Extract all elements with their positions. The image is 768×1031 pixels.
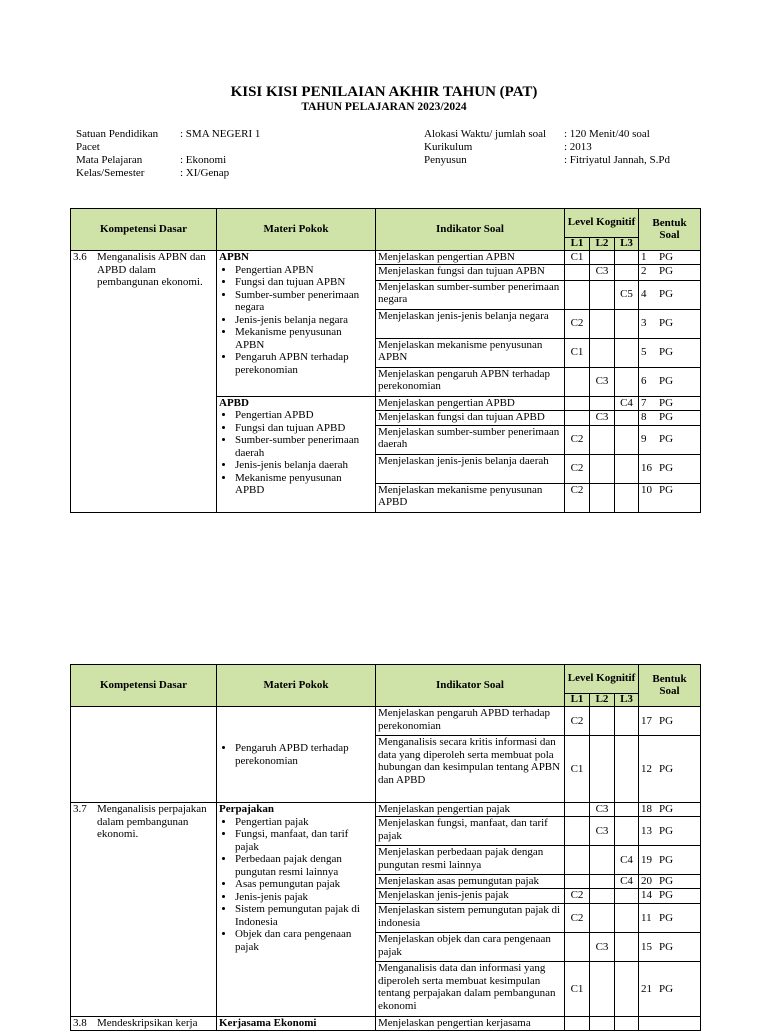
level-l2 (590, 736, 615, 803)
level-l2 (590, 904, 615, 933)
materi-cell (217, 707, 376, 803)
level-l3 (615, 736, 639, 803)
materi-item: • Fungsi dan tujuan APBN (235, 276, 373, 289)
soal-type: PG (659, 483, 674, 496)
indikator-cell: Menjelaskan mekanisme penyusunan APBD (376, 483, 565, 512)
indikator-cell: Menganalisis data dan informasi yang diperoleh serta membuat kesimpulan tentang perpajakan dalam pembangunan ekonomi (376, 962, 565, 1017)
level-l1 (565, 846, 590, 875)
indikator-cell: Menjelaskan pengertian APBN (376, 251, 565, 265)
header-l1: L1 (565, 238, 590, 251)
bentuk-cell (639, 933, 701, 962)
level-l2 (590, 280, 615, 309)
meta-value: : 2013 (564, 141, 592, 153)
indikator-cell: Menjelaskan sumber-sumber penerimaan daerah (376, 425, 565, 454)
meta-key: Satuan Pendidikan (76, 128, 159, 140)
bentuk-cell (639, 483, 701, 512)
meta-key: Pacet (76, 141, 100, 153)
indikator-cell: Menjelaskan perbedaan pajak dengan pungutan resmi lainnya (376, 846, 565, 875)
kd-number: 3.7 (73, 803, 87, 815)
soal-number: 4 (641, 288, 647, 301)
level-l1: C1 (565, 962, 590, 1017)
meta-value: : SMA NEGERI 1 (180, 128, 261, 140)
soal-type: PG (659, 940, 674, 953)
level-l1 (565, 875, 590, 889)
materi-item: • Sumber-sumber penerimaan negara (235, 289, 373, 314)
level-l1: C2 (565, 707, 590, 736)
level-l3 (615, 410, 639, 425)
header-kompetensi-dasar: Kompetensi Dasar (71, 665, 217, 707)
level-l1 (565, 367, 590, 396)
bentuk-cell (639, 889, 701, 904)
meta-value: : Fitriyatul Jannah, S.Pd (564, 154, 671, 166)
bentuk-cell (639, 367, 701, 396)
indikator-cell: Menjelaskan fungsi dan tujuan APBD (376, 410, 565, 425)
bentuk-cell (639, 251, 701, 265)
level-l3 (615, 803, 639, 817)
bentuk-cell (639, 962, 701, 1017)
materi-item: • Pengertian pajak (235, 816, 373, 829)
materi-item: • Sumber-sumber penerimaan daerah (235, 434, 373, 459)
indikator-cell: Menjelaskan jenis-jenis pajak (376, 889, 565, 904)
level-l3 (615, 425, 639, 454)
meta-key: Kurikulum (424, 141, 473, 153)
level-l3 (615, 367, 639, 396)
soal-type: PG (659, 889, 674, 901)
meta-value: : Ekonomi (180, 154, 227, 166)
soal-number: 20 (641, 875, 653, 887)
indikator-cell: Menjelaskan pengertian APBD (376, 396, 565, 410)
level-l2 (590, 396, 615, 410)
bentuk-cell (639, 410, 701, 425)
soal-number: 10 (641, 483, 653, 496)
level-l2 (590, 707, 615, 736)
materi-item: • Jenis-jenis belanja negara (235, 314, 373, 327)
materi-item: • Asas pemungutan pajak (235, 878, 373, 891)
level-l1: C2 (565, 483, 590, 512)
bentuk-cell (639, 338, 701, 367)
kd-text: Mendeskripsikan kerja (97, 1017, 198, 1029)
soal-number: 12 (641, 762, 653, 775)
level-l2 (590, 962, 615, 1017)
meta-value: : 120 Menit/40 soal (564, 128, 650, 140)
level-l1: C2 (565, 309, 590, 338)
materi-list (219, 816, 373, 954)
materi-item: • Fungsi, manfaat, dan tarif pajak (235, 828, 373, 853)
level-l3 (615, 904, 639, 933)
level-l2 (590, 875, 615, 889)
header-l3: L3 (615, 238, 639, 251)
level-l3 (615, 251, 639, 265)
kd-number: 3.8 (73, 1017, 87, 1029)
level-l3 (615, 817, 639, 846)
indikator-cell: Menjelaskan pengaruh APBN terhadap perekonomian (376, 367, 565, 396)
header-l2: L2 (590, 238, 615, 251)
indikator-cell: Menjelaskan sistem pemungutan pajak di indonesia (376, 904, 565, 933)
level-l2: C3 (590, 933, 615, 962)
level-l2 (590, 338, 615, 367)
header-level-kognitif: Level Kognitif (565, 209, 639, 238)
level-l1 (565, 264, 590, 280)
level-l1 (565, 803, 590, 817)
soal-number: 14 (641, 889, 653, 901)
indikator-cell: Menjelaskan pengertian pajak (376, 803, 565, 817)
indikator-cell: Menjelaskan fungsi, manfaat, dan tarif pajak (376, 817, 565, 846)
header-level-kognitif: Level Kognitif (565, 665, 639, 694)
soal-type: PG (659, 762, 674, 775)
header-materi-pokok: Materi Pokok (217, 209, 376, 251)
bentuk-cell (639, 875, 701, 889)
materi-item: • Jenis-jenis pajak (235, 891, 373, 904)
indikator-cell: Menjelaskan objek dan cara pengenaan pajak (376, 933, 565, 962)
bentuk-cell (639, 280, 701, 309)
indikator-cell: Menjelaskan pengertian kerjasama (376, 1017, 565, 1031)
meta-key: Penyusun (424, 154, 467, 166)
materi-item: • Pengaruh APBN terhadap perekonomian (235, 351, 373, 376)
materi-item: • Jenis-jenis belanja daerah (235, 459, 373, 472)
soal-number: 8 (641, 410, 647, 423)
level-l1: C2 (565, 425, 590, 454)
level-l2 (590, 846, 615, 875)
materi-cell (217, 396, 376, 512)
indikator-cell: Menjelaskan fungsi dan tujuan APBN (376, 264, 565, 280)
meta-key: Kelas/Semester (76, 167, 145, 179)
materi-heading: Perpajakan (219, 803, 274, 815)
materi-cell (217, 251, 376, 397)
kisi-table-2 (70, 664, 701, 1031)
level-l2: C3 (590, 410, 615, 425)
level-l2 (590, 309, 615, 338)
bentuk-cell (639, 309, 701, 338)
soal-type: PG (659, 375, 674, 388)
soal-type: PG (659, 714, 674, 727)
bentuk-cell (639, 264, 701, 280)
soal-number: 9 (641, 433, 647, 446)
document-title: KISI KISI PENILAIAN AKHIR TAHUN (PAT) (230, 84, 538, 100)
indikator-cell: Menjelaskan sumber-sumber penerimaan negara (376, 280, 565, 309)
soal-type: PG (659, 853, 674, 866)
level-l1: C2 (565, 889, 590, 904)
soal-number: 11 (641, 911, 652, 924)
bentuk-cell (639, 396, 701, 410)
soal-number: 13 (641, 824, 653, 837)
materi-list (219, 409, 373, 497)
materi-item: • Mekanisme penyusunan APBD (235, 472, 373, 497)
document-subtitle: TAHUN PELAJARAN 2023/2024 (301, 101, 467, 113)
level-l1 (565, 396, 590, 410)
header-indikator-soal: Indikator Soal (376, 665, 565, 707)
meta-value: : XI/Genap (180, 167, 230, 179)
soal-type: PG (659, 433, 674, 446)
header-l3: L3 (615, 694, 639, 707)
soal-number: 2 (641, 264, 647, 277)
level-l2 (590, 889, 615, 904)
materi-item: • Mekanisme penyusunan APBN (235, 326, 373, 351)
materi-heading: Kerjasama Ekonomi (219, 1017, 317, 1029)
materi-item: • Objek dan cara pengenaan pajak (235, 928, 373, 953)
bentuk-cell (639, 425, 701, 454)
soal-type: PG (659, 264, 674, 277)
kd-cell (71, 707, 217, 803)
level-l1 (565, 817, 590, 846)
soal-number: 15 (641, 940, 653, 953)
indikator-cell: Menjelaskan jenis-jenis belanja daerah (376, 454, 565, 483)
level-l3 (615, 309, 639, 338)
soal-type: PG (659, 251, 674, 263)
soal-type: PG (659, 875, 674, 887)
level-l1 (565, 933, 590, 962)
meta-left (76, 128, 260, 180)
level-l2 (590, 425, 615, 454)
kd-cell (71, 803, 217, 1017)
soal-number: 3 (641, 317, 647, 330)
level-l2 (590, 483, 615, 512)
bentuk-cell (639, 454, 701, 483)
level-l3 (615, 454, 639, 483)
materi-item: • Perbedaan pajak dengan pungutan resmi lainnya (235, 853, 373, 878)
materi-item: • Sistem pemungutan pajak di Indonesia (235, 903, 373, 928)
soal-number: 6 (641, 375, 647, 388)
header-kompetensi-dasar: Kompetensi Dasar (71, 209, 217, 251)
level-l3 (615, 962, 639, 1017)
level-l2: C3 (590, 367, 615, 396)
materi-cell (217, 803, 376, 1017)
level-l1: C1 (565, 736, 590, 803)
soal-number: 5 (641, 346, 647, 359)
level-l1: C1 (565, 338, 590, 367)
materi-heading: APBN (219, 251, 249, 263)
soal-number: 18 (641, 803, 653, 815)
soal-number: 19 (641, 853, 653, 866)
bentuk-cell (639, 707, 701, 736)
materi-item: • Pengaruh APBD terhadap perekonomian (235, 742, 373, 767)
soal-type: PG (659, 396, 674, 409)
level-l3: C4 (615, 875, 639, 889)
level-l3 (615, 889, 639, 904)
materi-heading: APBD (219, 396, 249, 409)
soal-type: PG (659, 317, 674, 330)
kd-number: 3.6 (73, 251, 87, 263)
indikator-cell: Menjelaskan pengaruh APBD terhadap perekonomian (376, 707, 565, 736)
bentuk-cell (639, 846, 701, 875)
level-l3 (615, 707, 639, 736)
level-l2: C3 (590, 817, 615, 846)
bentuk-cell (639, 904, 701, 933)
meta-right (424, 128, 670, 167)
level-l2: C3 (590, 264, 615, 280)
kisi-table-1 (70, 208, 701, 513)
header-materi-pokok: Materi Pokok (217, 665, 376, 707)
soal-number: 1 (641, 251, 647, 263)
level-l3 (615, 483, 639, 512)
level-l3: C4 (615, 846, 639, 875)
soal-type: PG (659, 346, 674, 359)
level-l2 (590, 251, 615, 265)
level-l3: C4 (615, 396, 639, 410)
kd-cell (71, 251, 217, 513)
bentuk-cell (639, 736, 701, 803)
materi-list (219, 264, 373, 377)
header-bentuk-soal: Bentuk Soal (639, 665, 701, 707)
soal-type: PG (659, 288, 674, 301)
level-l1 (565, 280, 590, 309)
soal-number: 7 (641, 396, 647, 409)
materi-item: • Pengertian APBN (235, 264, 373, 277)
level-l1: C2 (565, 904, 590, 933)
soal-type: PG (659, 803, 674, 815)
soal-type: PG (659, 982, 674, 995)
soal-type: PG (659, 824, 674, 837)
header-l1: L1 (565, 694, 590, 707)
meta-key: Alokasi Waktu/ jumlah soal (424, 128, 547, 140)
kd-text: Menganalisis APBN dan APBD dalam pembangunan ekonomi. (97, 251, 206, 288)
indikator-cell: Menganalisis secara kritis informasi dan data yang diperoleh serta membuat pola hubungan dan kesimpulan tentang APBN dan APBD (376, 736, 565, 803)
soal-type: PG (659, 410, 674, 423)
soal-type: PG (659, 462, 674, 475)
materi-item: • Pengertian APBD (235, 409, 373, 422)
soal-type: PG (659, 911, 674, 924)
level-l1: C2 (565, 454, 590, 483)
level-l3: C5 (615, 280, 639, 309)
soal-number: 16 (641, 462, 653, 475)
bentuk-cell (639, 817, 701, 846)
indikator-cell: Menjelaskan mekanisme penyusunan APBN (376, 338, 565, 367)
materi-item: • Fungsi dan tujuan APBD (235, 422, 373, 435)
level-l3 (615, 264, 639, 280)
meta-key: Mata Pelajaran (76, 154, 143, 166)
soal-number: 17 (641, 714, 653, 727)
materi-list (219, 742, 373, 767)
level-l3 (615, 933, 639, 962)
level-l1: C1 (565, 251, 590, 265)
level-l2 (590, 454, 615, 483)
header-l2: L2 (590, 694, 615, 707)
header-indikator-soal: Indikator Soal (376, 209, 565, 251)
level-l1 (565, 410, 590, 425)
indikator-cell: Menjelaskan asas pemungutan pajak (376, 875, 565, 889)
level-l3 (615, 338, 639, 367)
header-bentuk-soal: Bentuk Soal (639, 209, 701, 251)
kd-text: Menganalisis perpajakan dalam pembangunan ekonomi. (97, 803, 207, 840)
level-l2: C3 (590, 803, 615, 817)
indikator-cell: Menjelaskan jenis-jenis belanja negara (376, 309, 565, 338)
soal-number: 21 (641, 982, 653, 995)
bentuk-cell (639, 803, 701, 817)
